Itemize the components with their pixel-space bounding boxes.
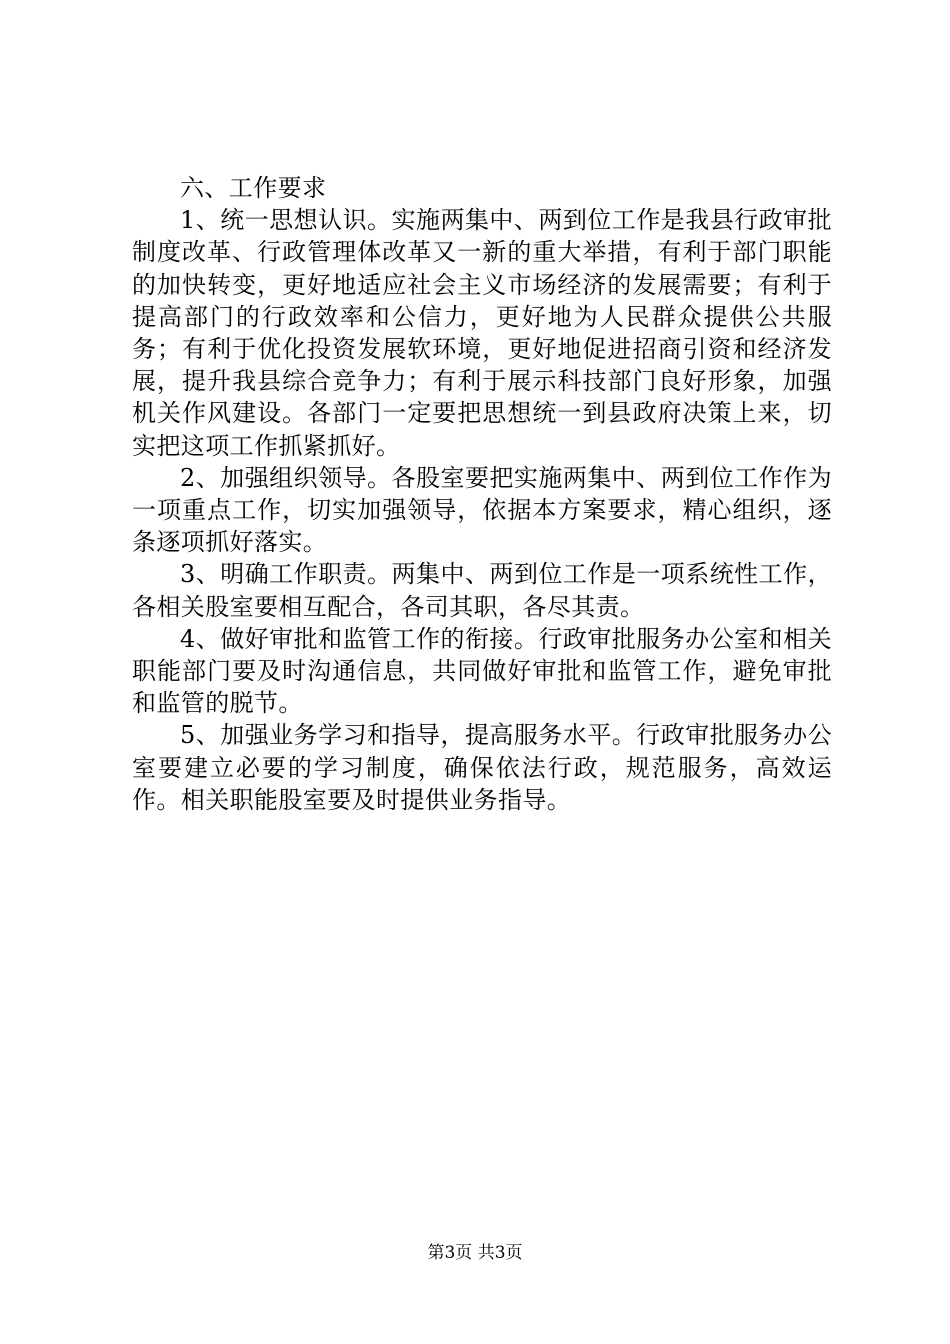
page-footer: 第3页 共3页 — [427, 1243, 523, 1263]
section-heading: 六、工作要求 — [180, 174, 327, 202]
paragraph-1: 1、统一思想认识。实施两集中、两到位工作是我县行政审批制度改革、行政管理体改革又一新的重大举措，有利于部门职能的加快转变，更好地适应社会主义市场经济的发展需要；有利于提高部门的行政效率和公信力，更好地为人民群众提供公共服务；有利于优化投资发展软环境，更好地促进招商引资和经济发展，提升我县综合竞争力；有利于展示科技部门良好形象，加强机关作风建设。各部门一定要把思想统一到县政府决策上来，切实把这项工作抓紧抓好。 — [132, 206, 832, 460]
paragraph-5: 5、加强业务学习和指导，提高服务水平。行政审批服务办公室要建立必要的学习制度，确保依法行政，规范服务，高效运作。相关职能股室要及时提供业务指导。 — [132, 721, 832, 814]
paragraph-4: 4、做好审批和监管工作的衔接。行政审批服务办公室和相关职能部门要及时沟通信息，共同做好审批和监管工作，避免审批和监管的脱节。 — [132, 624, 832, 718]
document-body — [132, 172, 832, 816]
paragraph-3: 3、明确工作职责。两集中、两到位工作是一项系统性工作，各相关股室要相互配合，各司其职，各尽其责。 — [132, 560, 832, 621]
paragraph-2: 2、加强组织领导。各股室要把实施两集中、两到位工作作为一项重点工作，切实加强领导，依据本方案要求，精心组织，逐条逐项抓好落实。 — [132, 463, 832, 557]
